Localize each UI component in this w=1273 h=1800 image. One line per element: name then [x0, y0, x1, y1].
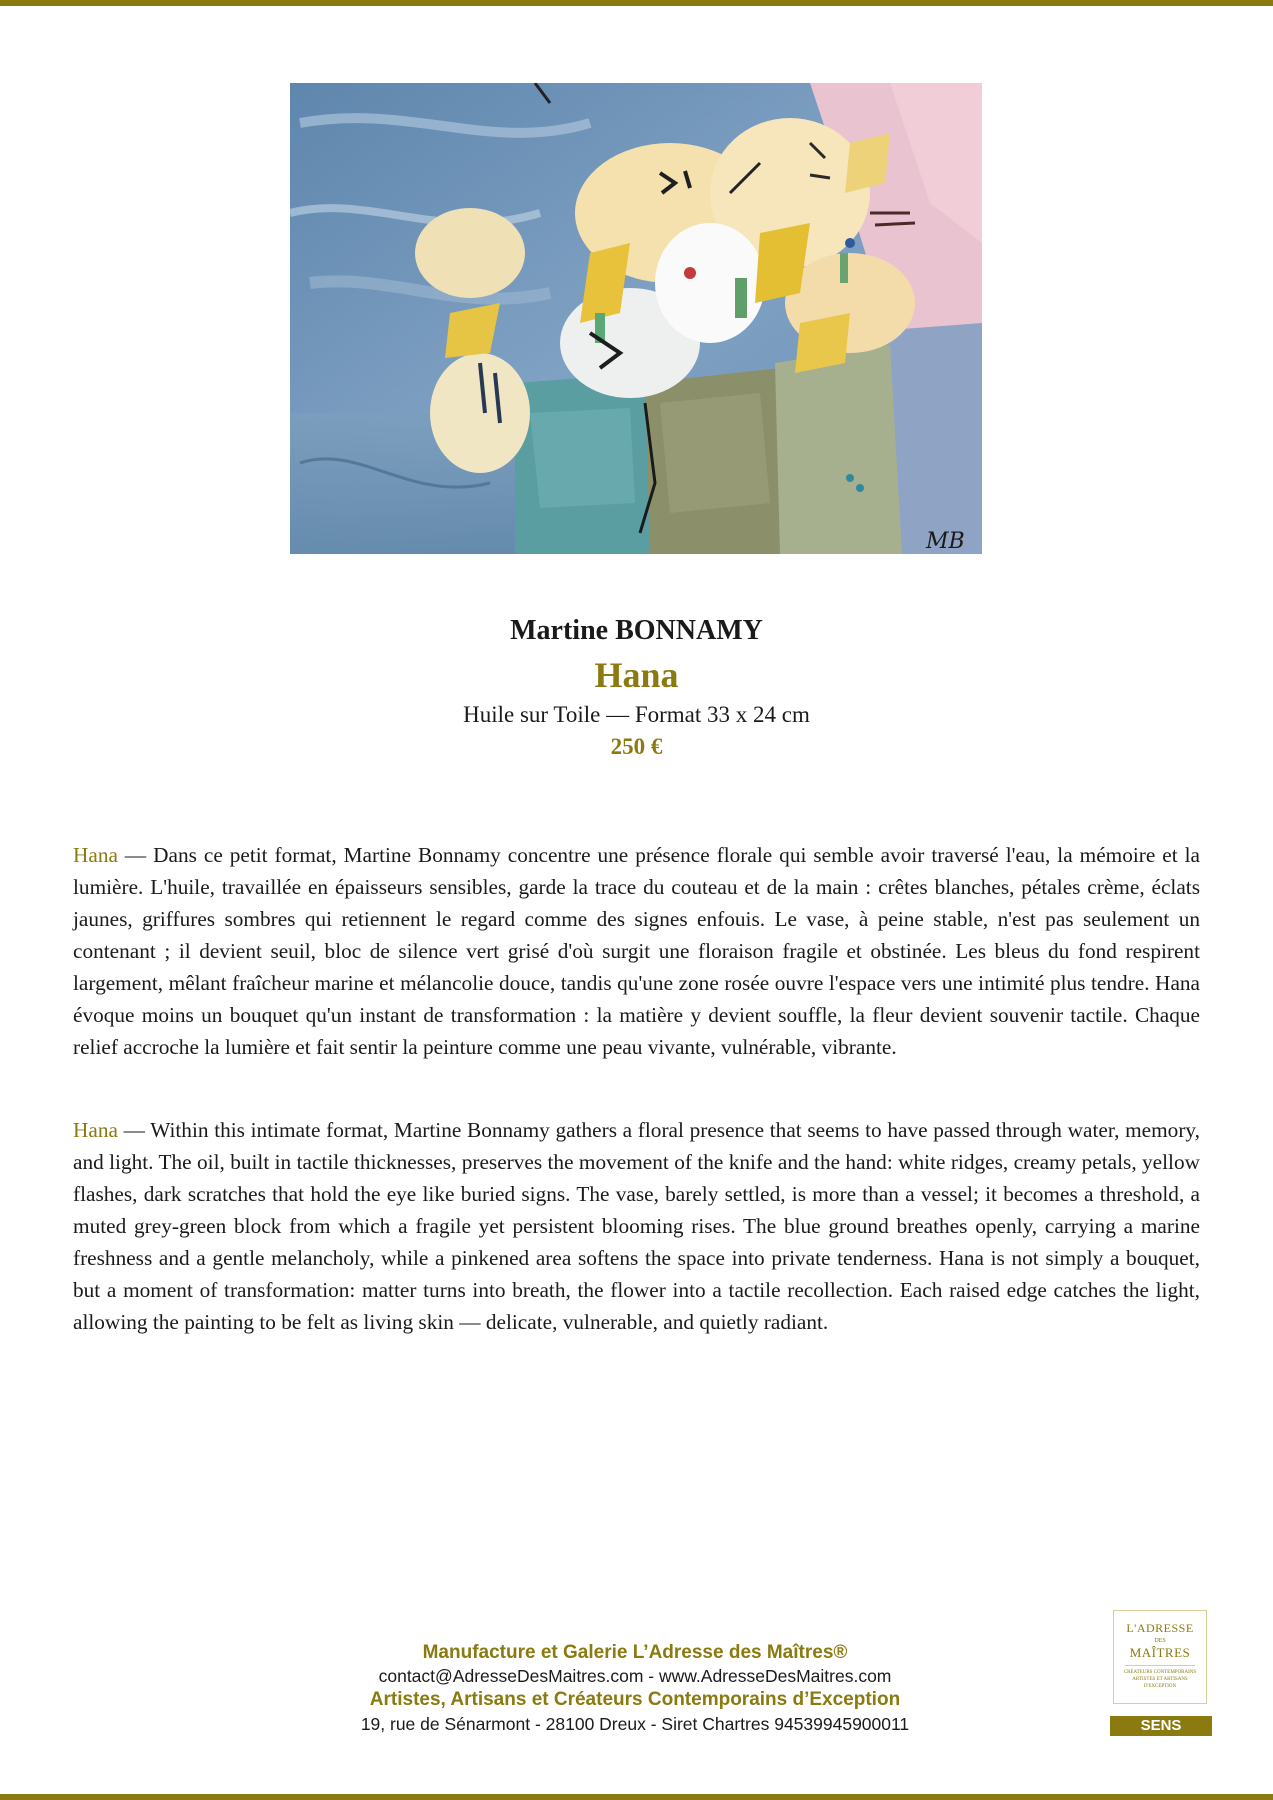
artwork-price: 250 €	[610, 734, 663, 759]
artwork-signature: MB	[926, 529, 965, 554]
logo-line-1: L'ADRESSE	[1126, 1621, 1194, 1635]
top-border-rule	[0, 0, 1273, 6]
artwork-title: Hana	[594, 655, 679, 695]
description-french-text: — Dans ce petit format, Martine Bonnamy concentre une présence florale qui semble avoir traversé l'eau, la mémoire et la lumière. L'huile, travaillée en épaisseurs sensibles, garde la trace du couteau et de la main : crêtes blanches, pétales crème, éclats jaunes, griffures sombres qui retiennent le regard comme des signes enfouis. Le vase, à peine stable, n'est pas seulement un contenant ; il devient seuil, bloc de silence vert grisé d'où surgit une floraison fragile et obstinée. Les bleus du fond respirent largement, mêlant fraîcheur marine et mélancolie douce, tandis qu'une zone rosée ouvre l'espace vers une intimité plus tendre. Hana évoque moins un bouquet qu'un instant de transformation : la matière y devient souffle, la fleur devient souvenir tactile. Chaque relief accroche la lumière et fait sentir la peinture comme une peau vivante, vulnérable, vibrante.	[73, 843, 1200, 1059]
description-english	[73, 1114, 1200, 1338]
footer-gallery-name: Manufacture et Galerie L’Adresse des Maîtres®	[422, 1642, 848, 1663]
description-french-lead: Hana	[73, 843, 118, 867]
gallery-footer	[250, 1641, 1020, 1736]
artwork-image	[290, 83, 982, 554]
artwork-medium: Huile sur Toile — Format 33 x 24 cm	[463, 702, 810, 727]
footer-tagline: Artistes, Artisans et Créateurs Contemporains d’Exception	[369, 1689, 901, 1710]
footer-contact: contact@AdresseDesMaitres.com - www.AdresseDesMaitres.com	[378, 1666, 892, 1686]
bottom-border-rule	[0, 1794, 1273, 1800]
logo-line-2: DES	[1154, 1638, 1166, 1644]
description-english-lead: Hana	[73, 1118, 118, 1142]
logo-line-3: MAÎTRES	[1129, 1645, 1191, 1660]
description-english-text: — Within this intimate format, Martine Bonnamy gathers a floral presence that seems to have passed through water, memory, and light. The oil, built in tactile thicknesses, preserves the movement of the knife and the hand: white ridges, creamy petals, yellow flashes, dark scratches that hold the eye like buried signs. The vase, barely settled, is more than a vessel; it becomes a threshold, a muted grey-green block from which a fragile yet persistent blooming rises. The blue ground breathes openly, carrying a marine freshness and a gentle melancholy, while a pinkened area softens the space into private tenderness. Hana is not simply a bouquet, but a moment of transformation: matter turns into breath, the flower into a tactile recollection. Each raised edge catches the light, allowing the painting to be felt as living skin — delicate, vulnerable, and quietly radiant.	[73, 1118, 1200, 1334]
sens-badge: SENS	[1110, 1716, 1212, 1736]
logo-line-4: CRÉATEURS CONTEMPORAINS ARTISTES ET ARTISANS D'EXCEPTION	[1123, 1670, 1197, 1689]
logo-divider	[1125, 1665, 1195, 1666]
description-french	[73, 839, 1200, 1063]
gallery-logo	[1113, 1610, 1207, 1704]
artwork-header	[0, 610, 1273, 762]
artist-name: Martine BONNAMY	[510, 615, 763, 646]
footer-address: 19, rue de Sénarmont - 28100 Dreux - Siret Chartres 94539945900011	[360, 1714, 910, 1734]
